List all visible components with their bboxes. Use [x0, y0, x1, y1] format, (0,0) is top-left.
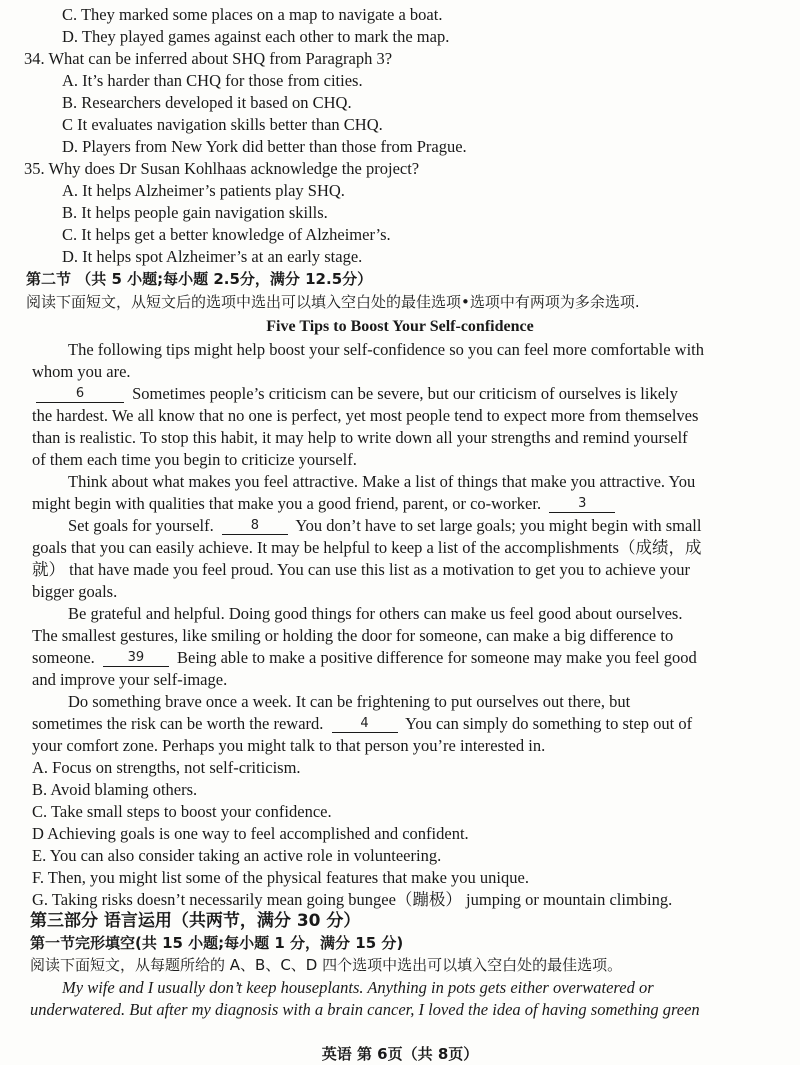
- q33-option-c: C. They marked some places on a map to navigate a boat.: [62, 5, 443, 24]
- part3-heading: 第三部分 语言运用（共两节，满分 30 分）: [30, 911, 361, 931]
- p6-line3: your comfort zone. Perhaps you might talk to that person you’re interested in.: [32, 736, 546, 755]
- p5-line3-text-a: someone.: [32, 648, 95, 667]
- cloze-line1: My wife and I usually don’t keep houseplants. Anything in pots gets either overwatered or: [62, 978, 654, 997]
- blank-38[interactable]: 8: [222, 517, 288, 535]
- blank-39[interactable]: 39: [103, 649, 169, 667]
- p5-line3: [32, 647, 697, 668]
- p4-line2: goals that you can easily achieve. It may be helpful to keep a list of the accomplishments（成绩，成: [32, 538, 702, 557]
- p6-line2: [32, 713, 692, 734]
- p2-line1: [32, 383, 678, 404]
- blank-37[interactable]: 3: [549, 495, 615, 513]
- p2-line1-text: Sometimes people’s criticism can be severe, but our criticism of ourselves is likely: [132, 384, 678, 403]
- p3-line2-text: might begin with qualities that make you a good friend, parent, or co-worker.: [32, 494, 542, 513]
- p4-line3: 就） that have made you feel proud. You can use this list as a motivation to get you to achieve your: [32, 560, 691, 579]
- p4-line1-text-a: Set goals for yourself.: [68, 516, 214, 535]
- p5-line1: Be grateful and helpful. Doing good things for others can make us feel good about ourselves.: [68, 604, 683, 623]
- q34-stem: 34. What can be inferred about SHQ from Paragraph 3?: [24, 49, 393, 68]
- cloze-line2: underwatered. But after my diagnosis with a brain cancer, I loved the idea of having something green: [30, 1000, 700, 1019]
- option-c: C. Take small steps to boost your confidence.: [32, 802, 332, 821]
- q35-option-c: C. It helps get a better knowledge of Alzheimer’s.: [62, 225, 391, 244]
- p3-line1: Think about what makes you feel attractive. Make a list of things that make you attractive. You: [68, 472, 696, 491]
- p2-line2: the hardest. We all know that no one is perfect, yet most people tend to expect more from themselves: [32, 406, 699, 425]
- p2-line3: than is realistic. To stop this habit, it may help to write down all your strengths and remind yourself: [32, 428, 688, 447]
- p4-line1-text-b: You don’t have to set large goals; you might begin with small: [295, 516, 702, 535]
- p5-line4: and improve your self-image.: [32, 670, 228, 689]
- p5-line3-text-b: Being able to make a positive difference for someone may make you feel good: [177, 648, 697, 667]
- page-footer: 英语 第 6页（共 8页）: [321, 1045, 479, 1063]
- p3-line2: [32, 493, 619, 514]
- p6-line2-text-a: sometimes the risk can be worth the reward.: [32, 714, 324, 733]
- q34-option-a: A. It’s harder than CHQ for those from cities.: [62, 71, 363, 90]
- q35-option-d: D. It helps spot Alzheimer’s at an early stage.: [62, 247, 363, 266]
- section2-heading: 第二节 （共 5 小题;每小题 2.5分，满分 12.5分）: [26, 270, 373, 288]
- q34-option-b: B. Researchers developed it based on CHQ.: [62, 93, 352, 112]
- p6-line1: Do something brave once a week. It can be frightening to put ourselves out there, but: [68, 692, 631, 711]
- p4-line4: bigger goals.: [32, 582, 118, 601]
- section2-instruction: 阅读下面短文，从短文后的选项中选出可以填入空白处的最佳选项•选项中有两项为多余选项.: [26, 293, 640, 311]
- q35-option-b: B. It helps people gain navigation skills.: [62, 203, 328, 222]
- p6-line2-text-b: You can simply do something to step out of: [405, 714, 693, 733]
- option-f: F. Then, you might list some of the physical features that make you unique.: [32, 868, 529, 887]
- q35-stem: 35. Why does Dr Susan Kohlhaas acknowledge the project?: [24, 159, 420, 178]
- p1-line2: whom you are.: [32, 362, 131, 381]
- p5-line2: The smallest gestures, like smiling or holding the door for someone, can make a big difference to: [32, 626, 674, 645]
- option-a: A. Focus on strengths, not self-criticism.: [32, 758, 301, 777]
- blank-36[interactable]: 6: [36, 385, 124, 403]
- q34-option-c: C It evaluates navigation skills better than CHQ.: [62, 115, 383, 134]
- passage-title: Five Tips to Boost Your Self-confidence: [266, 318, 534, 335]
- part3-instruction: 阅读下面短文，从每题所给的 A、B、C、D 四个选项中选出可以填入空白处的最佳选项。: [30, 956, 623, 974]
- blank-40[interactable]: 4: [332, 715, 398, 733]
- option-g: G. Taking risks doesn’t necessarily mean going bungee（蹦极） jumping or mountain climbing.: [32, 890, 673, 909]
- option-d: D Achieving goals is one way to feel accomplished and confident.: [32, 824, 469, 843]
- q33-option-d: D. They played games against each other to mark the map.: [62, 27, 450, 46]
- q35-option-a: A. It helps Alzheimer’s patients play SHQ.: [62, 181, 345, 200]
- part3-subheading: 第一节完形填空(共 15 小题;每小题 1 分，满分 15 分): [30, 934, 404, 952]
- p2-line4: of them each time you begin to criticize yourself.: [32, 450, 357, 469]
- p1-line1: The following tips might help boost your self-confidence so you can feel more comfortable with: [68, 340, 704, 359]
- p4-line1: [68, 515, 701, 536]
- option-b: B. Avoid blaming others.: [32, 780, 198, 799]
- option-e: E. You can also consider taking an active role in volunteering.: [32, 846, 442, 865]
- q34-option-d: D. Players from New York did better than those from Prague.: [62, 137, 467, 156]
